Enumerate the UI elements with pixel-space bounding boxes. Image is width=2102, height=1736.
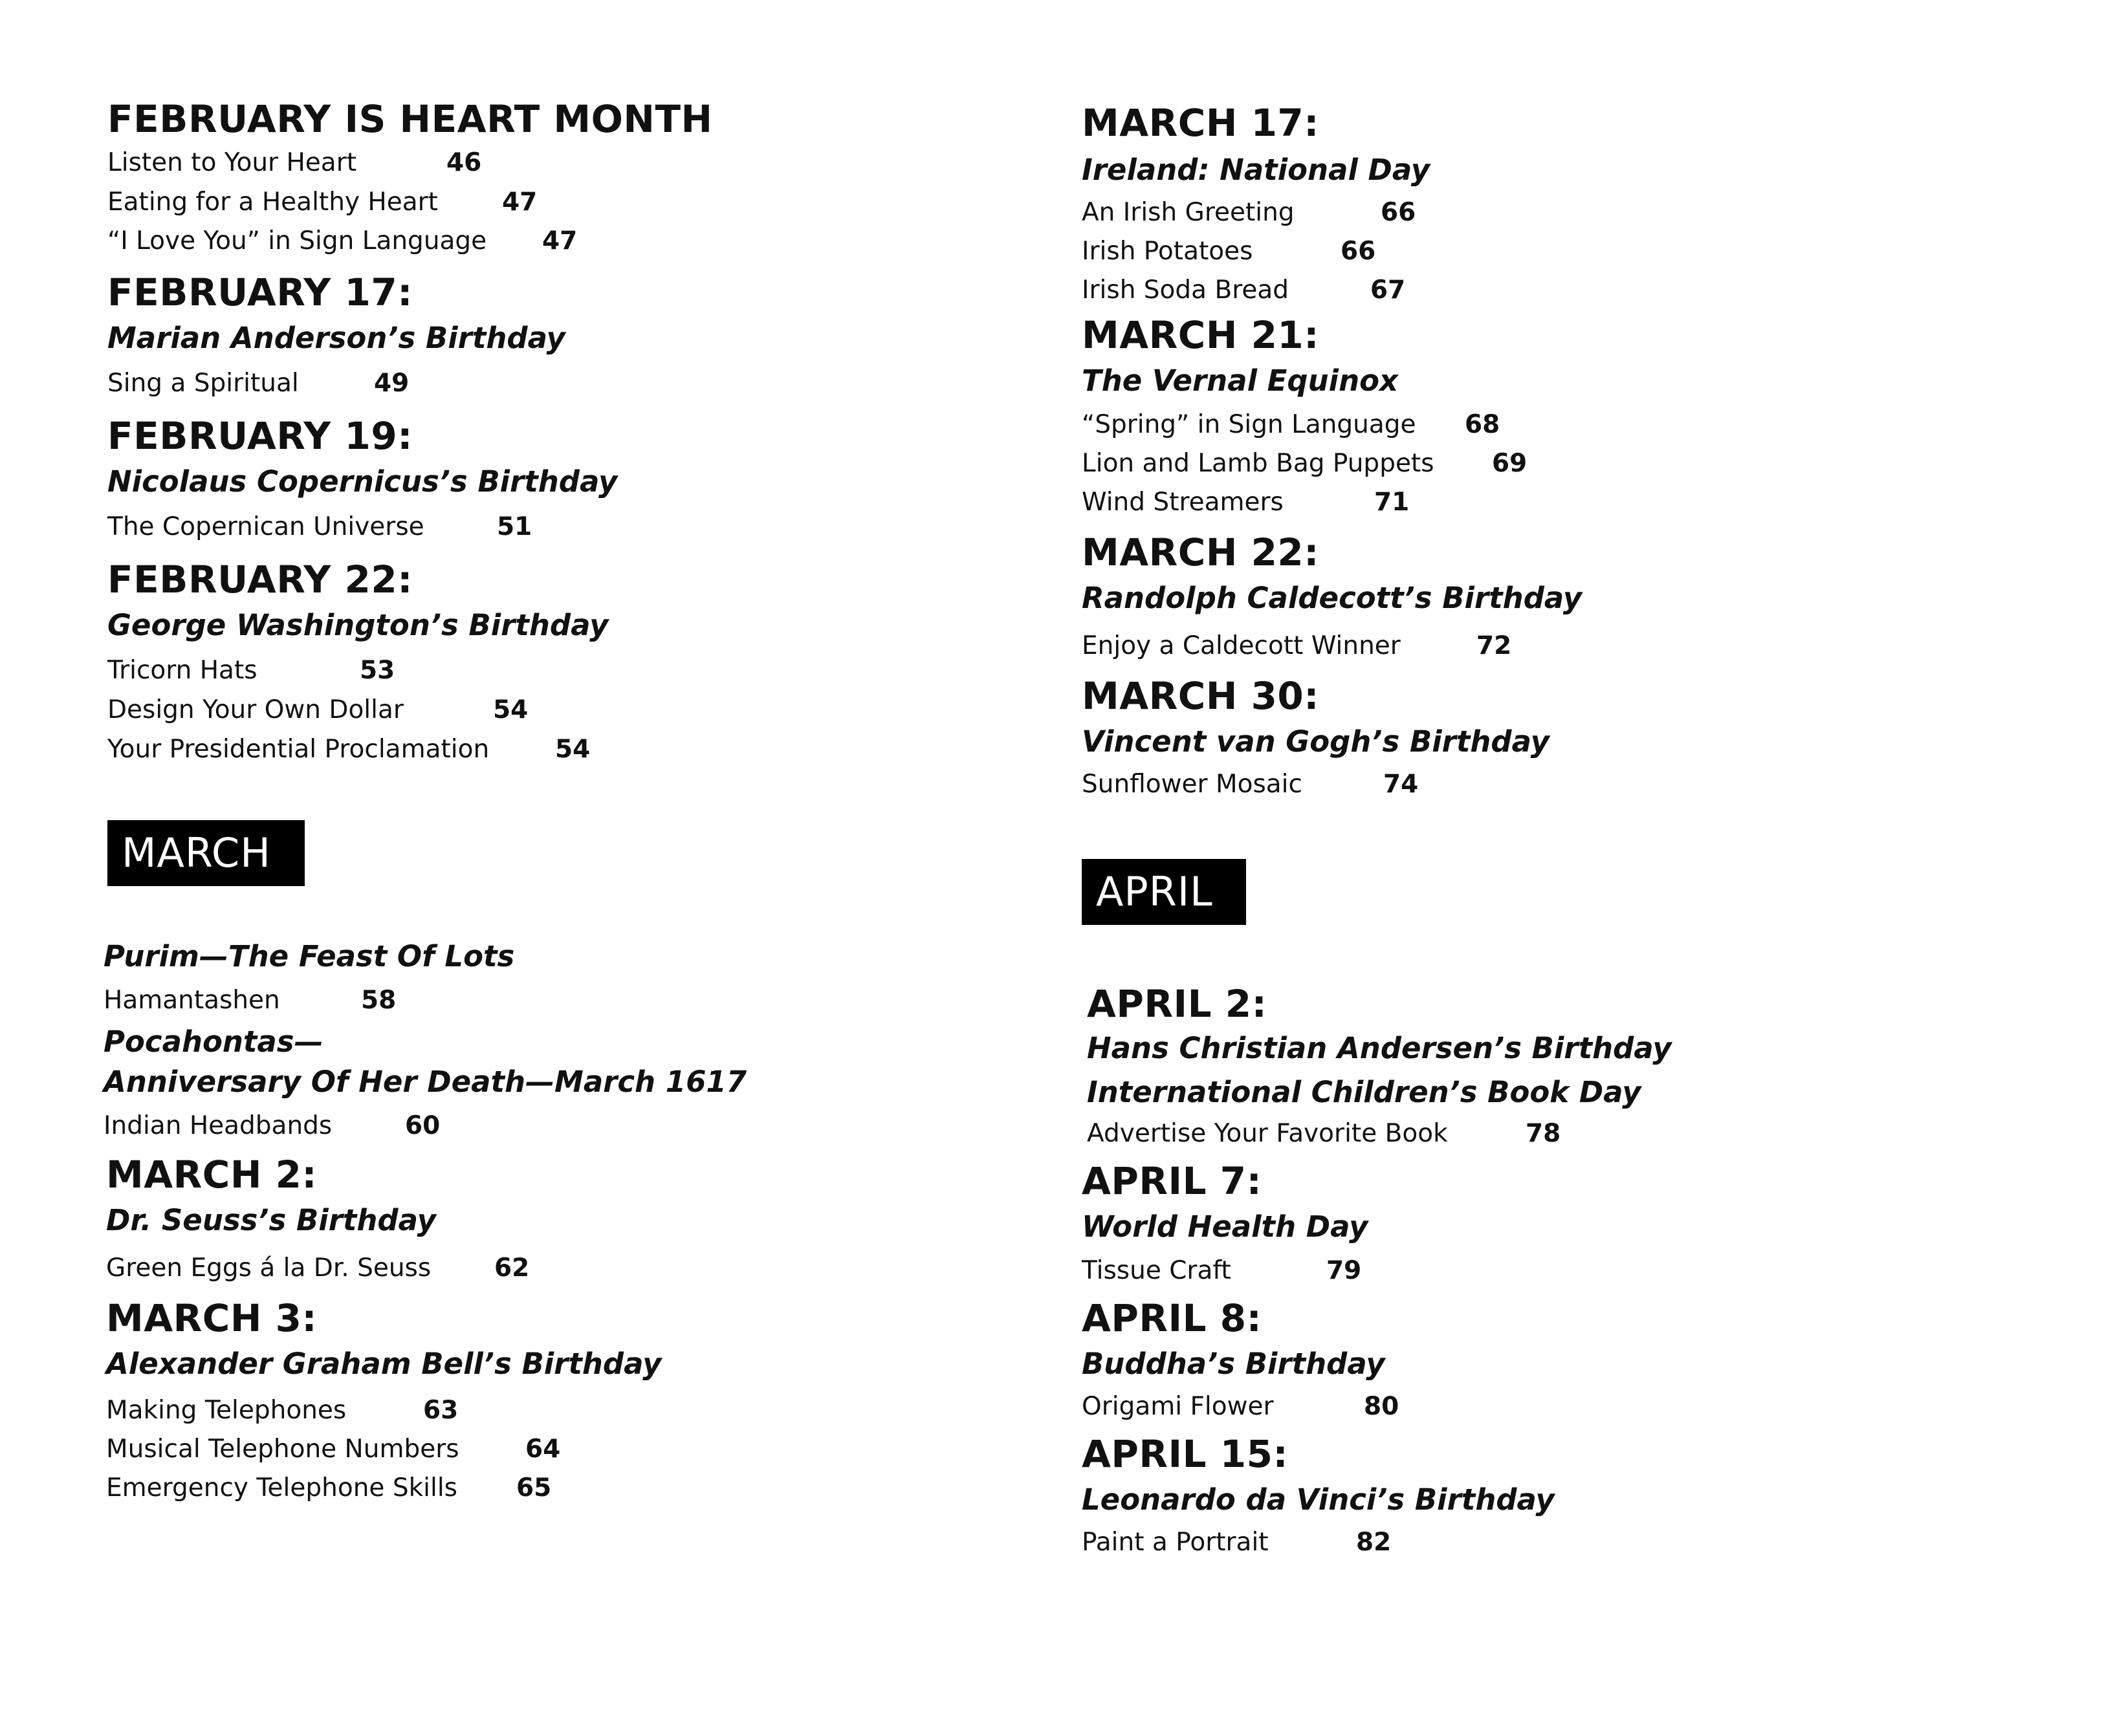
section-subtitle: Vincent van Gogh’s Birthday — [1082, 724, 1549, 759]
page-number: 62 — [494, 1253, 530, 1283]
page-number: 53 — [360, 656, 395, 685]
section-heading: APRIL 7: — [1082, 1159, 1262, 1203]
entry-title: Paint a Portrait — [1082, 1528, 1269, 1557]
month-banner-april: APRIL — [1082, 859, 1246, 925]
section-subtitle: The Vernal Equinox — [1082, 363, 1399, 398]
page-number: 65 — [516, 1473, 552, 1503]
section-subtitle: Alexander Graham Bell’s Birthday — [106, 1347, 662, 1381]
section-heading: APRIL 8: — [1082, 1296, 1262, 1340]
section-heading: APRIL 2: — [1087, 982, 1267, 1026]
page-number: 74 — [1383, 770, 1419, 799]
section-subtitle: International Children’s Book Day — [1087, 1075, 1641, 1109]
page-number: 80 — [1364, 1392, 1399, 1421]
section-heading: MARCH 17: — [1082, 101, 1319, 145]
entry-title: Sunflower Mosaic — [1082, 770, 1302, 799]
page-number: 49 — [374, 369, 410, 398]
entry-title: Tricorn Hats — [107, 656, 257, 685]
entry-title: The Copernican Universe — [107, 512, 424, 541]
entry-title: Green Eggs á la Dr. Seuss — [106, 1253, 432, 1283]
section-subtitle: Ireland: National Day — [1082, 153, 1430, 187]
page-number: 54 — [555, 735, 591, 764]
page-number: 66 — [1341, 237, 1376, 266]
section-subtitle: Leonardo da Vinci’s Birthday — [1082, 1482, 1555, 1517]
section-heading: MARCH 30: — [1082, 674, 1319, 718]
section-heading: FEBRUARY 19: — [107, 414, 413, 458]
entry-title: Your Presidential Proclamation — [107, 735, 490, 764]
entry-title: Design Your Own Dollar — [107, 695, 404, 724]
section-heading: MARCH 22: — [1082, 530, 1319, 574]
entry-title: Musical Telephone Numbers — [106, 1435, 459, 1464]
section-subtitle: Buddha’s Birthday — [1082, 1347, 1385, 1381]
entry-title: Eating for a Healthy Heart — [107, 188, 438, 217]
page-number: 68 — [1465, 410, 1500, 439]
section-subtitle: Anniversary Of Her Death—March 1617 — [104, 1065, 747, 1099]
section-subtitle: Marian Anderson’s Birthday — [107, 321, 565, 355]
entry-title: Indian Headbands — [104, 1111, 333, 1140]
page-number: 66 — [1381, 198, 1416, 227]
page-number: 79 — [1326, 1256, 1362, 1285]
section-subtitle: Nicolaus Copernicus’s Birthday — [107, 464, 618, 499]
section-heading: MARCH 21: — [1082, 313, 1319, 357]
page-number: 60 — [405, 1111, 441, 1140]
section-heading: MARCH 3: — [106, 1296, 318, 1340]
page-number: 72 — [1476, 631, 1512, 660]
section-subtitle: Hans Christian Andersen’s Birthday — [1087, 1031, 1672, 1065]
entry-title: Wind Streamers — [1082, 488, 1284, 517]
entry-title: Making Telephones — [106, 1396, 347, 1425]
section-subtitle: Purim—The Feast Of Lots — [104, 939, 515, 973]
entry-title: Irish Potatoes — [1082, 237, 1253, 266]
section-subtitle: Dr. Seuss’s Birthday — [106, 1203, 436, 1237]
entry-title: Listen to Your Heart — [107, 148, 357, 177]
entry-title: Lion and Lamb Bag Puppets — [1082, 449, 1434, 478]
section-subtitle: Pocahontas— — [104, 1025, 323, 1059]
entry-title: Emergency Telephone Skills — [106, 1473, 457, 1503]
section-heading: MARCH 2: — [106, 1153, 318, 1197]
entry-title: Tissue Craft — [1082, 1256, 1231, 1285]
entry-title: Advertise Your Favorite Book — [1087, 1119, 1448, 1148]
entry-title: “Spring” in Sign Language — [1082, 410, 1416, 439]
entry-title: Irish Soda Bread — [1082, 276, 1289, 305]
section-subtitle: World Health Day — [1082, 1210, 1368, 1244]
page-number: 78 — [1526, 1119, 1561, 1148]
page-number: 47 — [502, 188, 538, 217]
entry-title: Origami Flower — [1082, 1392, 1274, 1421]
entry-title: An Irish Greeting — [1082, 198, 1295, 227]
page-number: 67 — [1370, 276, 1406, 305]
month-banner-march: MARCH — [107, 820, 305, 886]
page-number: 54 — [493, 695, 529, 724]
section-heading: FEBRUARY 22: — [107, 558, 413, 602]
page-number: 82 — [1356, 1528, 1392, 1557]
section-heading: APRIL 15: — [1082, 1432, 1289, 1476]
page-number: 64 — [525, 1435, 561, 1464]
section-heading: FEBRUARY IS HEART MONTH — [107, 97, 713, 141]
section-subtitle: Randolph Caldecott’s Birthday — [1082, 581, 1582, 615]
entry-title: Sing a Spiritual — [107, 369, 299, 398]
entry-title: Hamantashen — [104, 986, 280, 1015]
page-number: 63 — [423, 1396, 459, 1425]
page-number: 71 — [1374, 488, 1410, 517]
page-number: 51 — [497, 512, 532, 541]
page-number: 58 — [361, 986, 397, 1015]
page-number: 46 — [446, 148, 482, 177]
page-number: 47 — [542, 226, 578, 255]
section-subtitle: George Washington’s Birthday — [107, 608, 609, 642]
page-number: 69 — [1492, 449, 1527, 478]
section-heading: FEBRUARY 17: — [107, 270, 413, 314]
entry-title: “I Love You” in Sign Language — [107, 226, 487, 255]
entry-title: Enjoy a Caldecott Winner — [1082, 631, 1401, 660]
